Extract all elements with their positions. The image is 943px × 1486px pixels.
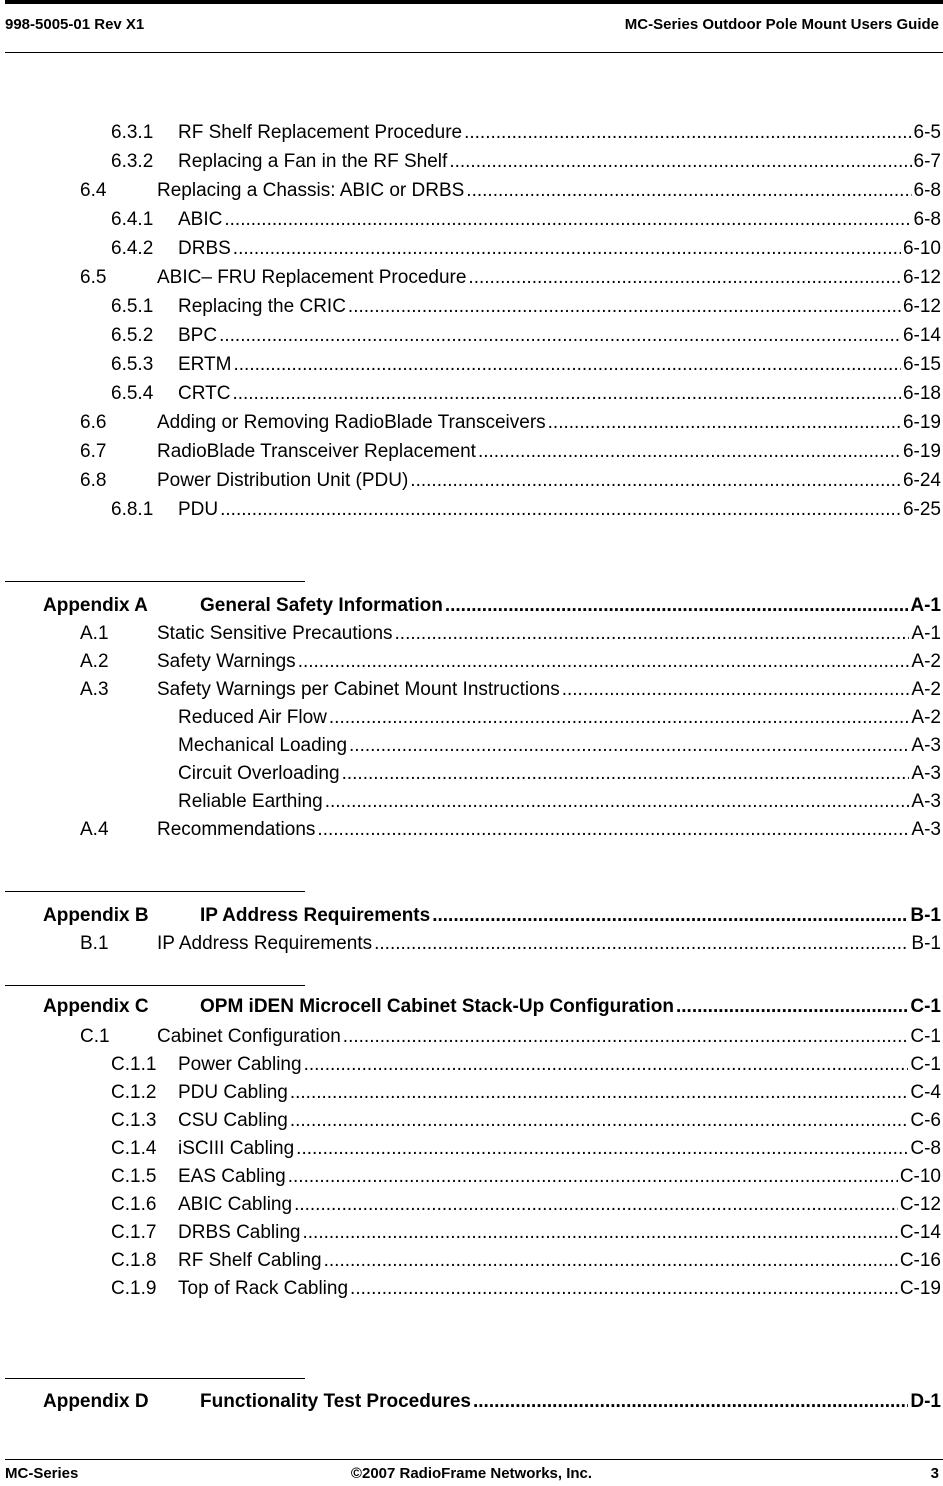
toc-entry-number: C.1 [80,1026,110,1047]
toc-entry[interactable] [80,440,941,464]
toc-entry[interactable] [111,1221,941,1245]
toc-entry-page: 6-14 [902,325,941,346]
appendix-c-heading[interactable] [43,995,941,1019]
toc-entry-title: ERTM [178,354,232,375]
toc-entry[interactable] [111,498,941,522]
toc-entry-page: C-1 [910,1054,941,1075]
toc-entry-title: Static Sensitive Precautions [157,623,393,644]
document-number: 998-5005-01 Rev X1 [5,16,145,33]
toc-entry-title: Mechanical Loading [178,735,348,756]
toc-entry[interactable] [80,622,941,646]
dot-leader [219,324,901,348]
toc-entry-number: 6.6 [80,412,107,433]
toc-entry-title: Safety Warnings per Cabinet Mount Instructions [157,679,560,700]
toc-entry-number: 6.8 [80,470,107,491]
dot-leader [290,1081,909,1105]
dot-leader [445,594,909,618]
toc-entry[interactable] [111,1277,941,1301]
dot-leader [432,904,908,928]
toc-entry-number: 6.4 [80,180,107,201]
toc-entry-page: A-3 [911,763,941,784]
document-title: MC-Series Outdoor Pole Mount Users Guide [624,16,939,33]
toc-entry[interactable] [80,790,941,814]
dot-leader [343,1025,909,1049]
toc-entry-number: Appendix A [43,595,148,616]
dot-leader [304,1053,909,1077]
toc-entry-number: 6.8.1 [111,499,154,520]
toc-entry[interactable] [111,382,941,406]
toc-entry[interactable] [80,678,941,702]
toc-entry-title: Cabinet Configuration [157,1026,341,1047]
toc-entry-page: 6-25 [902,499,941,520]
dot-leader [395,622,910,646]
toc-entry-page: 6-12 [902,267,941,288]
toc-entry-title: Reduced Air Flow [178,707,327,728]
header-top-rule [5,0,943,4]
toc-entry-number: Appendix B [43,905,149,926]
toc-entry-title: IP Address Requirements [200,905,431,926]
dot-leader [298,650,910,674]
toc-entry-page: A-2 [911,707,941,728]
toc-entry-page: B-1 [910,905,941,926]
toc-entry-title: ABIC [178,209,223,230]
toc-entry[interactable] [111,295,941,319]
toc-entry[interactable] [80,650,941,674]
toc-entry-page: A-2 [911,651,941,672]
toc-entry-page: 6-18 [902,383,941,404]
toc-entry-number: B.1 [80,933,109,954]
toc-entry-page: C-19 [899,1278,941,1299]
toc-entry-number: A.3 [80,679,109,700]
toc-entry-number: 6.4.1 [111,209,154,230]
toc-entry-number: 6.4.2 [111,238,154,259]
dot-leader [303,1221,898,1245]
toc-entry[interactable] [111,1053,941,1077]
footer-page-number: 3 [930,1465,939,1482]
dot-leader [220,498,901,522]
dot-leader [329,706,910,730]
toc-entry-title: Adding or Removing RadioBlade Transceivers [157,412,546,433]
toc-entry-page: C-14 [899,1222,941,1243]
toc-entry-title: DRBS Cabling [178,1222,301,1243]
dot-leader [233,237,901,261]
toc-entry-number: 6.5 [80,267,107,288]
toc-entry-number: C.1.6 [111,1194,157,1215]
toc-entry-title: OPM iDEN Microcell Cabinet Stack-Up Configuration [200,996,674,1017]
toc-entry-page: C-4 [910,1082,941,1103]
toc-entry[interactable] [80,1025,941,1049]
footer-copyright: ©2007 RadioFrame Networks, Inc. [350,1465,593,1482]
toc-entry-title: CRTC [178,383,231,404]
toc-entry[interactable] [111,1249,941,1273]
toc-entry-number: C.1.1 [111,1054,157,1075]
toc-entry-title: CSU Cabling [178,1110,288,1131]
toc-entry-number: C.1.8 [111,1250,157,1271]
toc-entry-title: Reliable Earthing [178,791,323,812]
toc-entry-page: A-1 [910,595,941,616]
toc-entry-title: Circuit Overloading [178,763,340,784]
toc-entry-page: 6-8 [913,180,941,201]
toc-entry[interactable] [80,818,941,842]
toc-entry-title: EAS Cabling [178,1166,286,1187]
toc-entry-number: 6.5.3 [111,354,154,375]
appendix-b-heading[interactable] [43,904,941,928]
toc-entry-page: C-1 [910,1026,941,1047]
toc-entry-page: A-1 [911,623,941,644]
toc-entry-page: 6-19 [902,441,941,462]
dot-leader [374,932,909,956]
section-divider [5,985,305,986]
footer-rule [5,1459,943,1460]
toc-entry[interactable] [80,734,941,758]
dot-leader [288,1165,898,1189]
toc-entry-page: 6-5 [913,122,941,143]
toc-entry-title: DRBS [178,238,231,259]
toc-entry[interactable] [80,266,941,290]
toc-entry[interactable] [111,208,941,232]
toc-entry-page: A-3 [911,791,941,812]
toc-entry-number: C.1.9 [111,1278,157,1299]
toc-entry-number: 6.5.4 [111,383,154,404]
toc-entry-title: ABIC– FRU Replacement Procedure [157,267,467,288]
toc-entry-page: 6-19 [902,412,941,433]
toc-entry[interactable] [111,1137,941,1161]
dot-leader [233,353,900,377]
toc-entry[interactable] [111,1165,941,1189]
toc-entry-title: Safety Warnings [157,651,296,672]
toc-entry-title: General Safety Information [200,595,443,616]
dot-leader [464,121,911,145]
dot-leader [466,179,911,203]
toc-entry-number: A.2 [80,651,109,672]
toc-entry-page: 6-7 [913,151,941,172]
toc-entry-page: C-16 [899,1250,941,1271]
toc-entry-number: C.1.2 [111,1082,157,1103]
toc-entry-title: Replacing a Fan in the RF Shelf [178,151,448,172]
toc-entry-title: BPC [178,325,218,346]
dot-leader [224,208,911,232]
dot-leader [342,762,910,786]
toc-entry[interactable] [80,469,941,493]
toc-entry[interactable] [80,411,941,435]
dot-leader [325,790,910,814]
toc-entry-number: Appendix D [43,1391,149,1412]
dot-leader [548,411,901,435]
dot-leader [478,440,901,464]
toc-entry-number: C.1.5 [111,1166,157,1187]
dot-leader [348,295,901,319]
dot-leader [349,734,909,758]
dot-leader [232,382,901,406]
toc-entry-number: A.4 [80,819,109,840]
dot-leader [473,1390,908,1414]
toc-entry[interactable] [111,121,941,145]
toc-entry-title: ABIC Cabling [178,1194,293,1215]
toc-entry-number: C.1.4 [111,1138,157,1159]
toc-entry[interactable] [80,932,941,956]
toc-entry-page: 6-12 [902,296,941,317]
dot-leader [290,1109,909,1133]
footer-product: MC-Series [5,1465,79,1482]
dot-leader [317,818,909,842]
toc-entry[interactable] [111,353,941,377]
toc-entry[interactable] [111,324,941,348]
toc-entry-title: Recommendations [157,819,316,840]
toc-entry-page: C-6 [910,1110,941,1131]
toc-entry-page: C-10 [899,1166,941,1187]
toc-entry-title: Power Distribution Unit (PDU) [157,470,409,491]
toc-entry-number: 6.5.1 [111,296,154,317]
toc-entry-title: Power Cabling [178,1054,302,1075]
toc-entry-page: B-1 [911,933,941,954]
toc-entry-number: 6.3.1 [111,122,154,143]
toc-entry[interactable] [111,150,941,174]
toc-entry[interactable] [111,1193,941,1217]
toc-entry-title: Functionality Test Procedures [200,1391,471,1412]
dot-leader [294,1193,898,1217]
toc-entry-number: 6.7 [80,441,107,462]
toc-entry[interactable] [111,1081,941,1105]
toc-entry-page: 6-24 [902,470,941,491]
appendix-a-heading[interactable] [43,594,941,618]
toc-entry-title: Top of Rack Cabling [178,1278,349,1299]
toc-entry[interactable] [80,762,941,786]
section-divider [5,891,305,892]
toc-entry-page: A-2 [911,679,941,700]
section-divider [5,581,305,582]
toc-entry-title: RF Shelf Replacement Procedure [178,122,463,143]
dot-leader [468,266,901,290]
toc-entry-number: C.1.3 [111,1110,157,1131]
toc-entry-title: IP Address Requirements [157,933,373,954]
toc-entry-page: C-8 [910,1138,941,1159]
toc-entry-number: A.1 [80,623,109,644]
dot-leader [449,150,911,174]
toc-entry-title: Replacing a Chassis: ABIC or DRBS [157,180,465,201]
dot-leader [296,1137,908,1161]
toc-entry-title: Replacing the CRIC [178,296,346,317]
toc-entry-page: C-12 [899,1194,941,1215]
toc-entry-number: C.1.7 [111,1222,157,1243]
toc-entry[interactable] [80,179,941,203]
toc-entry-number: 6.5.2 [111,325,154,346]
dot-leader [562,678,910,702]
appendix-d-heading[interactable] [43,1390,941,1414]
toc-entry-number: Appendix C [43,996,149,1017]
dot-leader [676,995,908,1019]
toc-entry-page: A-3 [911,819,941,840]
toc-entry-page: 6-8 [913,209,941,230]
toc-entry[interactable] [111,1109,941,1133]
toc-entry-page: 6-15 [902,354,941,375]
toc-entry-title: RF Shelf Cabling [178,1250,322,1271]
toc-entry[interactable] [80,706,941,730]
toc-entry-page: D-1 [910,1391,941,1412]
toc-entry-title: RadioBlade Transceiver Replacement [157,441,476,462]
section-divider [5,1378,305,1379]
dot-leader [324,1249,898,1273]
toc-entry-page: A-3 [911,735,941,756]
toc-entry-page: C-1 [910,996,941,1017]
dot-leader [350,1277,898,1301]
toc-entry-title: iSCIII Cabling [178,1138,295,1159]
dot-leader [410,469,901,493]
toc-entry-page: 6-10 [902,238,941,259]
toc-entry-title: PDU Cabling [178,1082,288,1103]
toc-entry-number: 6.3.2 [111,151,154,172]
toc-entry[interactable] [111,237,941,261]
toc-entry-title: PDU [178,499,219,520]
header-rule [5,52,943,53]
